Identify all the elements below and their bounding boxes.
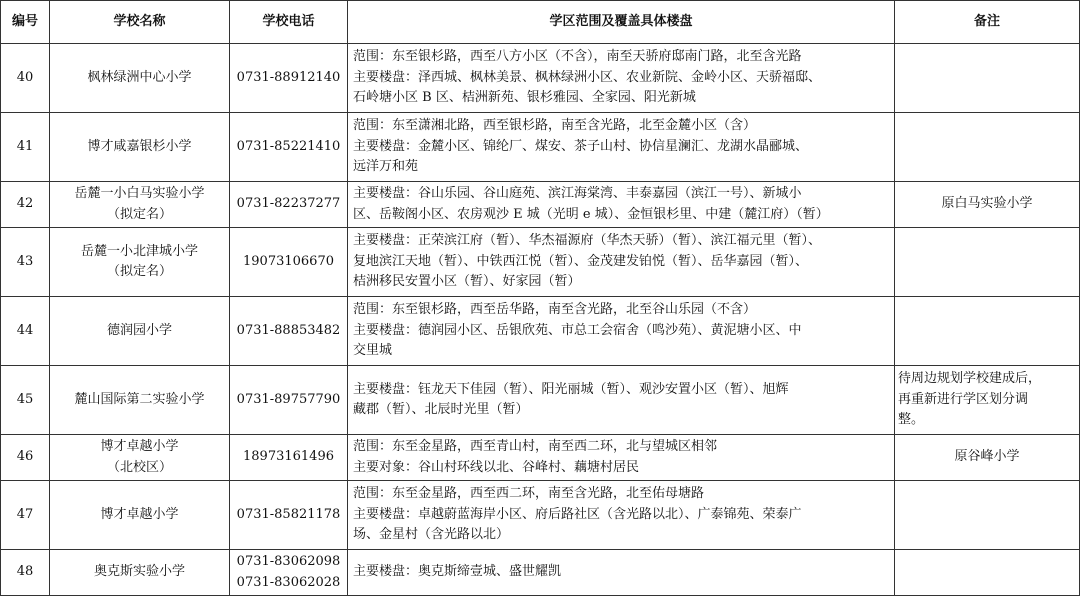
district-area-line: 石岭塘小区 B 区、桔洲新苑、银杉雅园、全家园、阳光新城: [353, 90, 696, 106]
district-area-line: 区、岳鞍阁小区、农房观沙 E 城（光明 e 城）、金恒银杉里、中建（麓江府）（暂）: [353, 206, 829, 222]
cell-district-area: [348, 550, 895, 596]
note-line: 整。: [898, 412, 925, 428]
school-phone-line: 0731-82237277: [236, 196, 341, 212]
cell-note: [895, 113, 1080, 182]
district-area-line: 藏郡（暂）、北辰时光里（暂）: [353, 402, 529, 417]
table-row: [1, 182, 1080, 228]
school-phone-line: 19073106670: [243, 253, 334, 269]
cell-district-area: [348, 481, 895, 550]
table-row: [1, 550, 1080, 596]
district-area-line: 范围：东至潇湘北路，西至银杉路，南至含光路，北至金麓小区（含）: [353, 118, 757, 134]
district-area-line: 范围：东至银杉路，西至八方小区（不含），南至天骄府邸南门路，北至含光路: [353, 49, 802, 65]
table-row: [1, 366, 1080, 435]
cell-school-name: [50, 182, 230, 228]
header-school-name: 学校名称: [50, 1, 230, 44]
school-name-line: 麓山国际第二实验小学: [74, 391, 205, 407]
district-area-line: 范围：东至金星路，西至青山村，南至西二环，北与望城区相邻: [353, 439, 718, 454]
school-name-line: 枫林绿洲中心小学: [87, 69, 192, 85]
cell-note: [895, 228, 1080, 297]
cell-district-area: [348, 297, 895, 366]
table-row: [1, 481, 1080, 550]
school-name-line: （拟定名）: [106, 206, 172, 222]
header-note: 备注: [895, 1, 1080, 44]
cell-no: 47: [1, 481, 50, 550]
district-area-line: 范围：东至金星路，西至西二环，南至含光路，北至佑母塘路: [353, 486, 705, 502]
note-line: 待周边规划学校建成后，: [898, 371, 1042, 387]
note-line: 原谷峰小学: [954, 449, 1020, 465]
cell-no: 48: [1, 550, 50, 596]
note-line: 再重新进行学区划分调: [898, 391, 1029, 407]
school-name-line: 岳麓一小北津城小学: [80, 243, 198, 259]
district-area-line: 交里城: [353, 343, 393, 359]
district-area-line: 主要楼盘：正荣滨江府（暂）、华杰福源府（华杰天骄）（暂）、滨江福元里（暂）、: [353, 233, 822, 249]
school-name-line: 博才卓越小学: [100, 506, 179, 522]
school-phone-line: 18973161496: [243, 449, 334, 465]
table-row: [1, 44, 1080, 113]
cell-school-phone: [230, 550, 348, 596]
header-district-area: 学区范围及覆盖具体楼盘: [348, 1, 895, 44]
cell-school-name: [50, 44, 230, 113]
district-area-line: 复地滨江天地（暂）、中铁西江悦（暂）、金茂建发铂悦（暂）、岳华嘉园（暂）、: [353, 253, 809, 269]
cell-school-name: [50, 481, 230, 550]
cell-school-name: [50, 113, 230, 182]
cell-school-phone: [230, 228, 348, 297]
school-name-line: 奥克斯实验小学: [93, 564, 185, 580]
table-body: [1, 44, 1080, 596]
table-row: [1, 435, 1080, 481]
cell-district-area: [348, 182, 895, 228]
cell-note: [895, 550, 1080, 596]
cell-school-phone: [230, 44, 348, 113]
school-phone-line: 0731-83062098: [236, 554, 341, 569]
school-phone-line: 0731-88912140: [236, 69, 341, 85]
cell-district-area: [348, 113, 895, 182]
district-area-line: 范围：东至银杉路，西至岳华路，南至含光路，北至谷山乐园（不含）: [353, 302, 757, 318]
district-area-line: 主要楼盘：金麓小区、锦纶厂、煤安、茶子山村、协信星澜汇、龙湖水晶郦城、: [353, 138, 809, 154]
cell-no: 40: [1, 44, 50, 113]
district-area-line: 场、金星村（含光路以北）: [353, 527, 510, 543]
school-name-line: 博才卓越小学: [100, 439, 179, 454]
school-name-line: 岳麓一小白马实验小学: [74, 186, 205, 201]
cell-note: [895, 481, 1080, 550]
cell-note: [895, 366, 1080, 435]
district-area-line: 主要对象：谷山村环线以北、谷峰村、藕塘村居民: [353, 459, 640, 475]
cell-school-name: [50, 228, 230, 297]
school-phone-line: 0731-85821178: [236, 506, 341, 522]
cell-note: [895, 435, 1080, 481]
cell-school-phone: [230, 182, 348, 228]
school-name-line: 博才咸嘉银杉小学: [87, 138, 192, 154]
cell-school-phone: [230, 113, 348, 182]
cell-no: 46: [1, 435, 50, 481]
district-area-line: 主要楼盘：谷山乐园、谷山庭苑、滨江海棠湾、丰泰嘉园（滨江一号）、新城小: [353, 186, 802, 201]
school-phone-line: 0731-89757790: [236, 391, 341, 407]
school-phone-line: 0731-83062028: [236, 574, 341, 590]
note-line: 原白马实验小学: [941, 196, 1033, 212]
table-header-row: [1, 1, 1080, 44]
cell-school-phone: [230, 435, 348, 481]
cell-district-area: [348, 228, 895, 297]
table-row: [1, 297, 1080, 366]
header-no: 编号: [1, 1, 50, 44]
cell-district-area: [348, 435, 895, 481]
school-name-line: （拟定名）: [106, 264, 172, 279]
cell-district-area: [348, 44, 895, 113]
cell-school-name: [50, 550, 230, 596]
cell-school-name: [50, 366, 230, 435]
cell-school-name: [50, 297, 230, 366]
cell-no: 41: [1, 113, 50, 182]
district-area-line: 主要楼盘：德润园小区、岳银欣苑、市总工会宿舍（鸣沙苑）、黄泥塘小区、中: [353, 322, 802, 338]
district-area-line: 主要楼盘：钰龙天下佳园（暂）、阳光丽城（暂）、观沙安置小区（暂）、旭辉: [353, 381, 789, 397]
cell-school-phone: [230, 481, 348, 550]
cell-no: 42: [1, 182, 50, 228]
cell-school-name: [50, 435, 230, 481]
cell-district-area: [348, 366, 895, 435]
cell-note: [895, 297, 1080, 366]
header-school-phone: 学校电话: [230, 1, 348, 44]
cell-school-phone: [230, 366, 348, 435]
district-area-line: 桔洲移民安置小区（暂）、好家园（暂）: [353, 274, 581, 290]
table-row: [1, 113, 1080, 182]
school-name-line: （北校区）: [106, 459, 172, 475]
school-phone-line: 0731-85221410: [236, 138, 341, 154]
table-row: [1, 228, 1080, 297]
cell-no: 44: [1, 297, 50, 366]
cell-note: [895, 182, 1080, 228]
district-area-line: 主要楼盘：卓越蔚蓝海岸小区、府后路社区（含光路以北）、广泰锦苑、荣泰广: [353, 506, 802, 522]
district-area-line: 主要楼盘：奥克斯缔壹城、盛世耀凯: [353, 564, 562, 580]
cell-no: 43: [1, 228, 50, 297]
school-phone-line: 0731-88853482: [236, 322, 341, 338]
district-area-line: 远洋万和苑: [353, 159, 419, 175]
cell-note: [895, 44, 1080, 113]
district-area-line: 主要楼盘：泽西城、枫林美景、枫林绿洲小区、农业新院、金岭小区、天骄福邸、: [353, 69, 822, 85]
school-name-line: 德润园小学: [106, 322, 172, 338]
cell-no: 45: [1, 366, 50, 435]
cell-school-phone: [230, 297, 348, 366]
